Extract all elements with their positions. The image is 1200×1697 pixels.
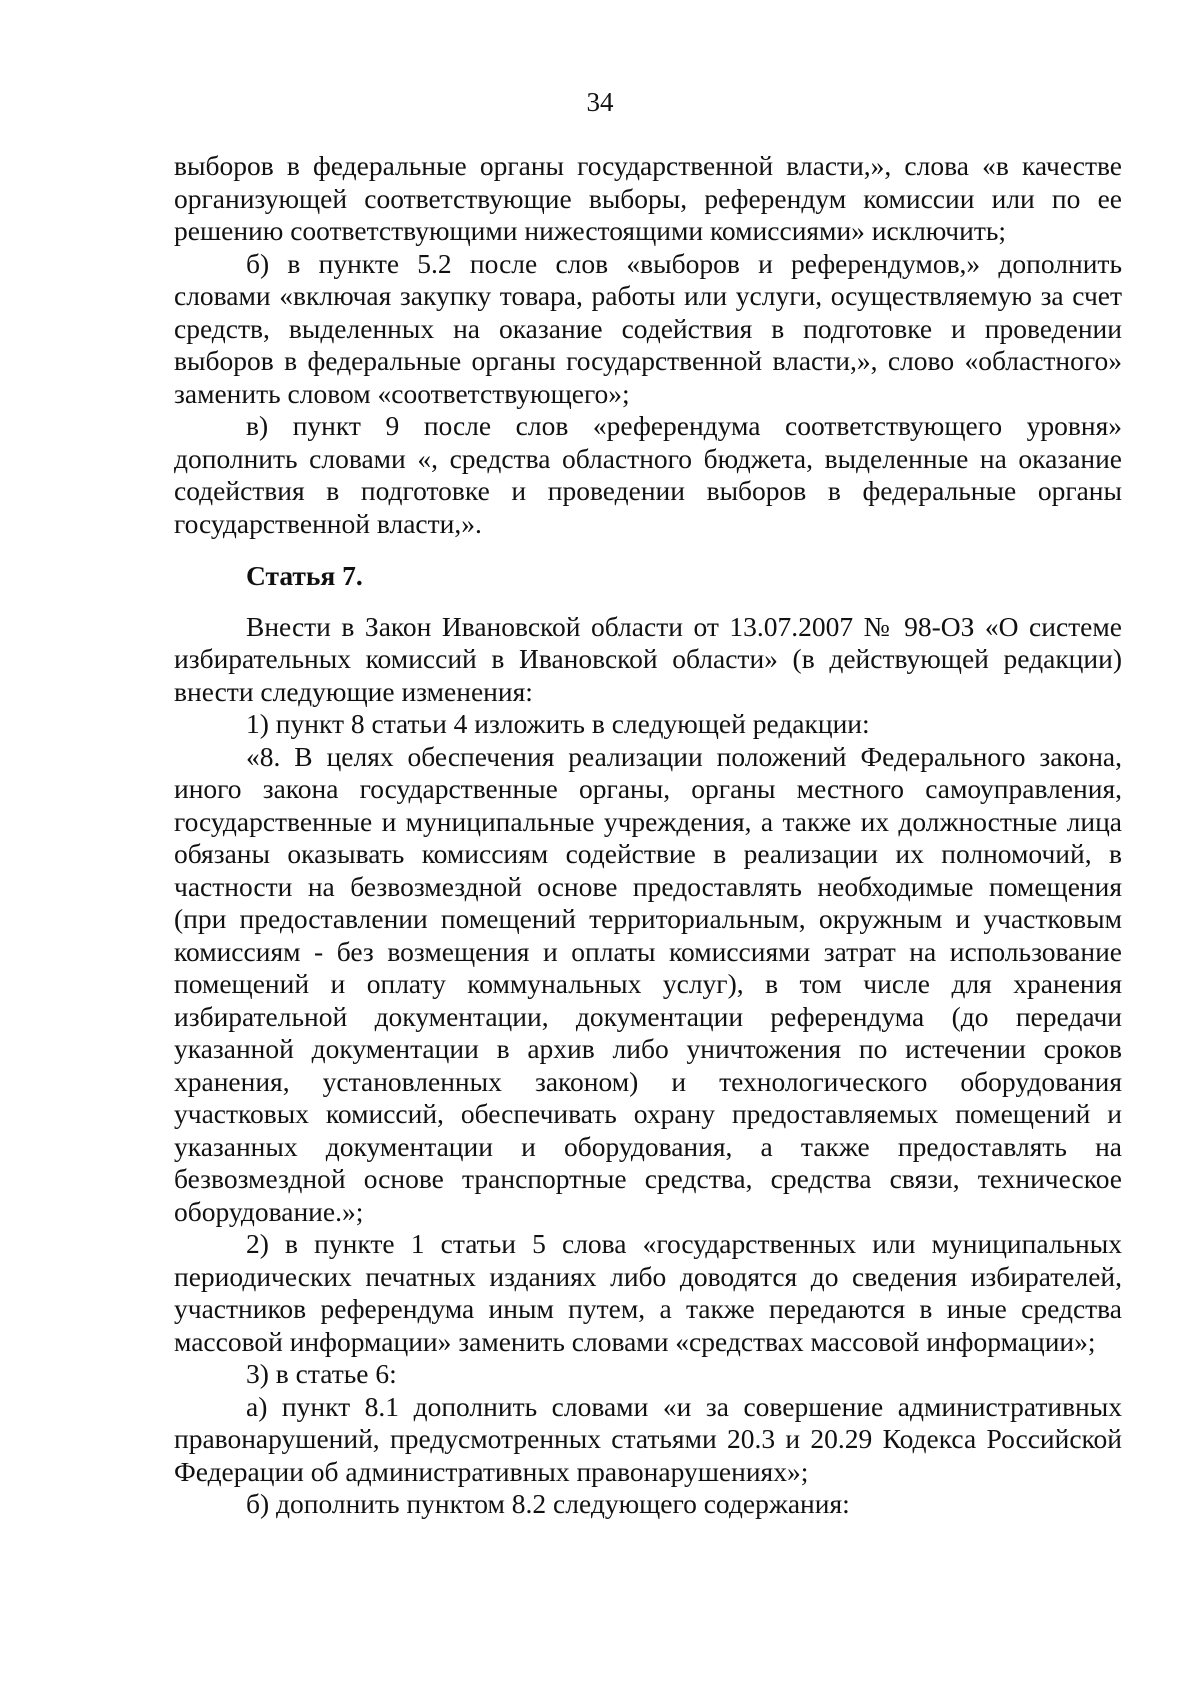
- document-body: [174, 150, 1122, 1521]
- paragraph-item-3: 3) в статье 6:: [246, 1358, 397, 1389]
- paragraph-item-8-text: «8. В целях обеспечения реализации положений Федерального закона, иного закона государственные органы, органы местного самоуправления, государственные и муниципальные учреждения, а также их должностные лица обязаны оказывать комиссиям содействие в реализации их полномочий, в частности на безвозмездной основе предоставлять необходимые помещения (при предоставлении помещений территориальным, окружным и участковым комиссиям - без возмещения и оплаты комиссиями затрат на использование помещений и оплату коммунальных услуг), в том числе для хранения избирательной документации, документации референдума (до передачи указанной документации в архив либо уничтожения по истечении сроков хранения, установленных законом) и технологического оборудования участковых комиссий, обеспечивать охрану предоставляемых помещений и указанных документации и оборудования, а также предоставлять на безвозмездной основе транспортные средства, средства связи, техническое оборудование.»;: [174, 740, 1122, 1227]
- paragraph-continuation: выборов в федеральные органы государственной власти,», слова «в качестве организующей соответствующие выборы, референдум комиссии или по ее решению соответствующими нижестоящими комиссиями» исключить;: [174, 150, 1122, 246]
- paragraph-intro: Внести в Закон Ивановской области от 13.07.2007 № 98-ОЗ «О системе избирательных комиссий в Ивановской области» (в действующей редакции) внести следующие изменения:: [174, 610, 1122, 707]
- paragraph-item-3a: а) пункт 8.1 дополнить словами «и за совершение административных правонарушений, предусмотренных статьями 20.3 и 20.29 Кодекса Российской Федерации об административных правонарушениях»;: [174, 1390, 1122, 1487]
- article-heading: Статья 7.: [246, 560, 363, 591]
- paragraph-item-v: в) пункт 9 после слов «референдума соответствующего уровня» дополнить словами «, средства областного бюджета, выделенные на оказание содействия в подготовке и проведении выборов в федеральные органы государственной власти,».: [174, 410, 1122, 539]
- paragraph-item-b: б) в пункте 5.2 после слов «выборов и референдумов,» дополнить словами «включая закупку товара, работы или услуги, осуществляемую за счет средств, выделенных на оказание содействия в подготовке и проведении выборов в федеральные органы государственной власти,», слово «областного» заменить словом «соответствующего»;: [174, 247, 1122, 409]
- paragraph-item-1: 1) пункт 8 статьи 4 изложить в следующей редакции:: [246, 708, 870, 739]
- page-number: 34: [586, 87, 614, 117]
- paragraph-item-2: 2) в пункте 1 статьи 5 слова «государственных или муниципальных периодических печатных изданиях либо доводятся до сведения избирателей, участников референдума иным путем, а также передаются в иные средства массовой информации» заменить словами «средствах массовой информации»;: [174, 1228, 1122, 1357]
- paragraph-item-3b: б) дополнить пунктом 8.2 следующего содержания:: [246, 1488, 850, 1519]
